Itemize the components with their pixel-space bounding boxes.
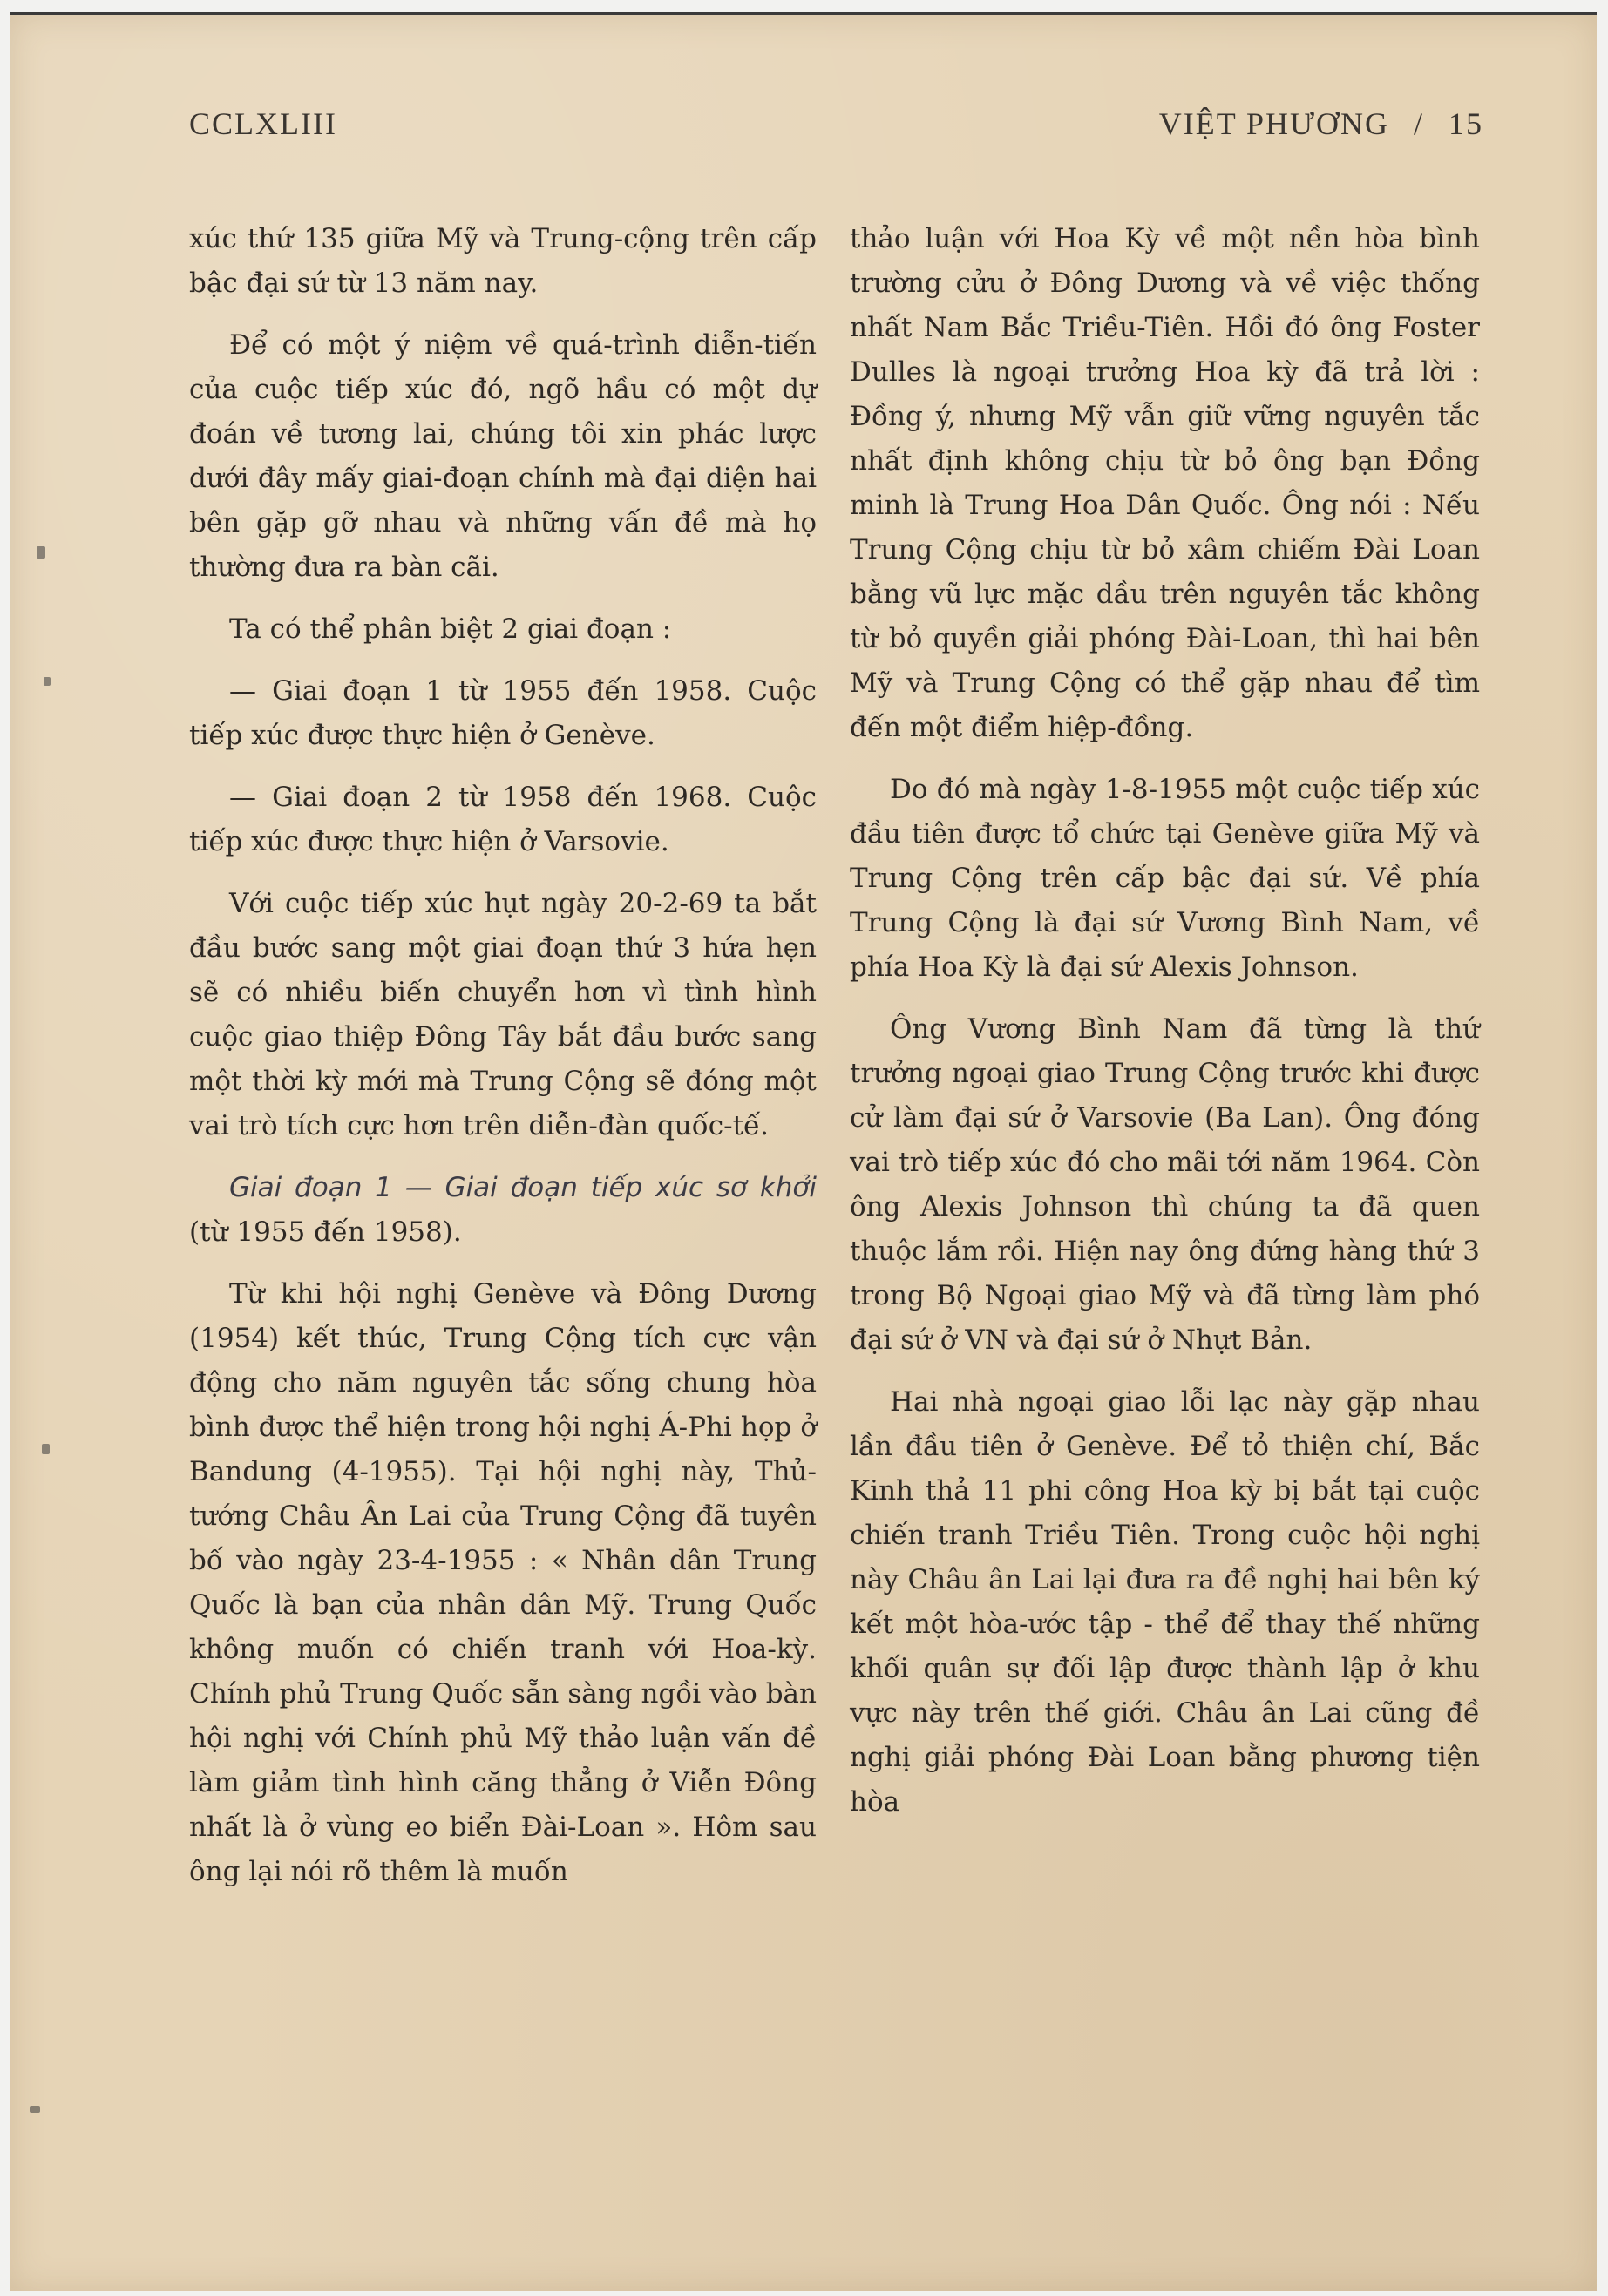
margin-speck — [42, 1444, 50, 1454]
paragraph: — Giai đoạn 1 từ 1955 đến 1958. Cuộc tiếp xúc được thực hiện ở Genève. — [189, 675, 817, 751]
header-separator: / — [1413, 106, 1424, 141]
paragraph: thảo luận với Hoa Kỳ về một nền hòa bình trường cửu ở Đông Dương và về việc thống nhất Nam Bắc Triều-Tiên. Hồi đó ông Foster Dulles là ngoại trưởng Hoa kỳ đã trả lời : Đồng ý, nhưng Mỹ vẫn giữ vững nguyên tắc nhất định không chịu từ bỏ ông bạn Đồng minh là Trung Hoa Dân Quốc. Ông nói : Nếu Trung Cộng chịu từ bỏ xâm chiếm Đài Loan bằng vũ lực mặc dầu trên nguyên tắc không từ bỏ quyền giải phóng Đài-Loan, thì hai bên Mỹ và Trung Cộng có thể gặp nhau để tìm đến một điểm hiệp-đồng. — [850, 223, 1480, 743]
section-heading — [189, 1166, 817, 1255]
paragraph: Với cuộc tiếp xúc hụt ngày 20-2-69 ta bắt đầu bước sang một giai đoạn thứ 3 hứa hẹn sẽ có nhiều biến chuyển hơn vì tình hình cuộc giao thiệp Đông Tây bắt đầu bước sang một thời kỳ mới mà Trung Cộng sẽ đóng một vai trò tích cực hơn trên diễn-đàn quốc-tế. — [189, 888, 817, 1141]
paragraph: Ông Vương Bình Nam đã từng là thứ trưởng ngoại giao Trung Cộng trước khi được cử làm đại sứ ở Varsovie (Ba Lan). Ông đóng vai trò tiếp xúc đó cho mãi tới năm 1964. Còn ông Alexis Johnson thì chúng ta đã quen thuộc lắm rồi. Hiện nay ông đứng hàng thứ 3 trong Bộ Ngoại giao Mỹ và đã từng làm phó đại sứ ở VN và đại sứ ở Nhựt Bản. — [850, 1013, 1480, 1356]
margin-speck — [30, 2106, 40, 2113]
left-column — [189, 217, 817, 1912]
paragraph: — Giai đoạn 2 từ 1958 đến 1968. Cuộc tiếp xúc được thực hiện ở Varsovie. — [189, 782, 817, 857]
paragraph: Do đó mà ngày 1-8-1955 một cuộc tiếp xúc đầu tiên được tổ chức tại Genève giữa Mỹ và Trung Cộng trên cấp bậc đại sứ. Về phía Trung Cộng là đại sứ Vương Bình Nam, về phía Hoa Kỳ là đại sứ Alexis Johnson. — [850, 774, 1480, 983]
section-heading-italic: Giai đoạn 1 — Giai đoạn tiếp xúc sơ khởi — [229, 1172, 817, 1203]
margin-speck — [37, 546, 45, 559]
right-column — [850, 217, 1480, 1842]
margin-speck — [44, 677, 51, 686]
paragraph: Hai nhà ngoại giao lỗi lạc này gặp nhau lần đầu tiên ở Genève. Để tỏ thiện chí, Bắc Kinh thả 11 phi công Hoa kỳ bị bắt tại cuộc chiến tranh Triều Tiên. Trong cuộc hội nghị này Châu ân Lai lại đưa ra đề nghị hai bên ký kết một hòa-ước tập - thể để thay thế những khối quân sự đối lập được thành lập ở khu vực này trên thế giới. Châu ân Lai cũng đề nghị giải phóng Đài Loan bằng phương tiện hòa — [850, 1386, 1480, 1818]
running-head — [1159, 105, 1483, 142]
page-header — [189, 105, 1483, 149]
page-number: 15 — [1449, 106, 1483, 141]
journal-title: VIỆT PHƯƠNG — [1158, 106, 1389, 141]
paragraph: xúc thứ 135 giữa Mỹ và Trung-cộng trên cấp bậc đại sứ từ 13 năm nay. — [189, 223, 817, 299]
paragraph: Ta có thể phân biệt 2 giai đoạn : — [229, 613, 672, 645]
paragraph: Để có một ý niệm về quá-trình diễn-tiến của cuộc tiếp xúc đó, ngõ hầu có một dự đoán về tương lai, chúng tôi xin phác lược dưới đây mấy giai-đoạn chính mà đại diện hai bên gặp gỡ nhau và những vấn đề mà họ thường đưa ra bàn cãi. — [189, 329, 817, 583]
paragraph: Từ khi hội nghị Genève và Đông Dương (1954) kết thúc, Trung Cộng tích cực vận động cho năm nguyên tắc sống chung hòa bình được thể hiện trong hội nghị Á-Phi họp ở Bandung (4-1955). Tại hội nghị này, Thủ-tướng Châu Ân Lai của Trung Cộng đã tuyên bố vào ngày 23-4-1955 : « Nhân dân Trung Quốc là bạn của nhân dân Mỹ. Trung Quốc không muốn có chiến tranh với Hoa-kỳ. Chính phủ Trung Quốc sẵn sàng ngồi vào bàn hội nghị với Chính phủ Mỹ thảo luận vấn đề làm giảm tình hình căng thẳng ở Viễn Đông nhất là ở vùng eo biển Đài-Loan ». Hôm sau ông lại nói rõ thêm là muốn — [189, 1278, 817, 1887]
page-roman-numeral: CCLXLIII — [189, 106, 337, 141]
magazine-page — [10, 12, 1597, 2291]
section-heading-dates: (từ 1955 đến 1958). — [189, 1216, 462, 1248]
